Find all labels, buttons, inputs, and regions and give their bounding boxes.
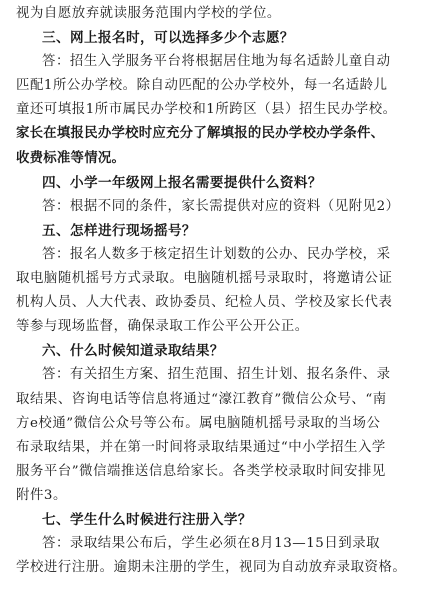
answer-text-line: 答：根据不同的条件，家长需提供对应的资料（见附见2）: [42, 198, 400, 214]
body-text-line: 布录取结果，并在第一时间将录取结果通过“中小学招生入学: [16, 439, 386, 455]
body-text-line: 视为自愿放弃就读服务范围内学校的学位。: [16, 6, 281, 21]
body-text-line: 机构人员、人大代表、政协委员、纪检人员、学校及家长代表: [16, 295, 393, 311]
section-heading-5: 五、怎样进行现场摇号？: [42, 222, 196, 239]
bold-note-line: 收费标准等情况。: [16, 150, 126, 166]
body-text-line: 学校进行注册。逾期未注册的学生，视同为自动放弃录取资格。: [16, 560, 407, 576]
body-text-line: 等参与现场监督，确保录取工作公平公开公正。: [16, 319, 309, 335]
bold-note-line: 家长在填报民办学校时应充分了解填报的民办学校办学条件、: [16, 126, 385, 142]
body-text-line: 取电脑随机摇号方式录取。电脑随机摇号录取时，将邀请公证: [16, 271, 393, 287]
body-text-line: 方e校通”微信公众号等公布。属电脑随机摇号录取的当场公: [16, 415, 381, 431]
section-heading-7: 七、学生什么时候进行注册入学？: [42, 511, 252, 528]
section-heading-4: 四、小学一年级网上报名需要提供什么资料？: [42, 174, 322, 191]
section-heading-3: 三、网上报名时，可以选择多少个志愿？: [42, 30, 294, 47]
answer-text-line: 答：报名人数多于核定招生计划数的公办、民办学校，采: [42, 246, 391, 262]
answer-text-line: 答：录取结果公布后，学生必须在8月13—15日到录取: [42, 536, 381, 552]
answer-text-line: 答：有关招生方案、招生范围、招生计划、报名条件、录: [42, 367, 391, 383]
body-text-line: 附件3。: [16, 487, 67, 503]
body-text-line: 童还可填报1所市属民办学校和1所跨区（县）招生民办学校。: [16, 102, 397, 118]
body-text-line: 匹配1所公办学校。除自动匹配的公办学校外，每一名适龄儿: [16, 78, 388, 94]
section-heading-6: 六、什么时候知道录取结果？: [42, 343, 224, 360]
answer-text-line: 答：招生入学服务平台将根据居住地为每名适龄儿童自动: [42, 54, 391, 70]
body-text-line: 取结果、咨询电话等信息将通过“濠江教育”微信公众号、“南: [16, 391, 387, 407]
body-text-line: 服务平台”微信端推送信息给家长。各类学校录取时间安排见: [16, 463, 386, 479]
